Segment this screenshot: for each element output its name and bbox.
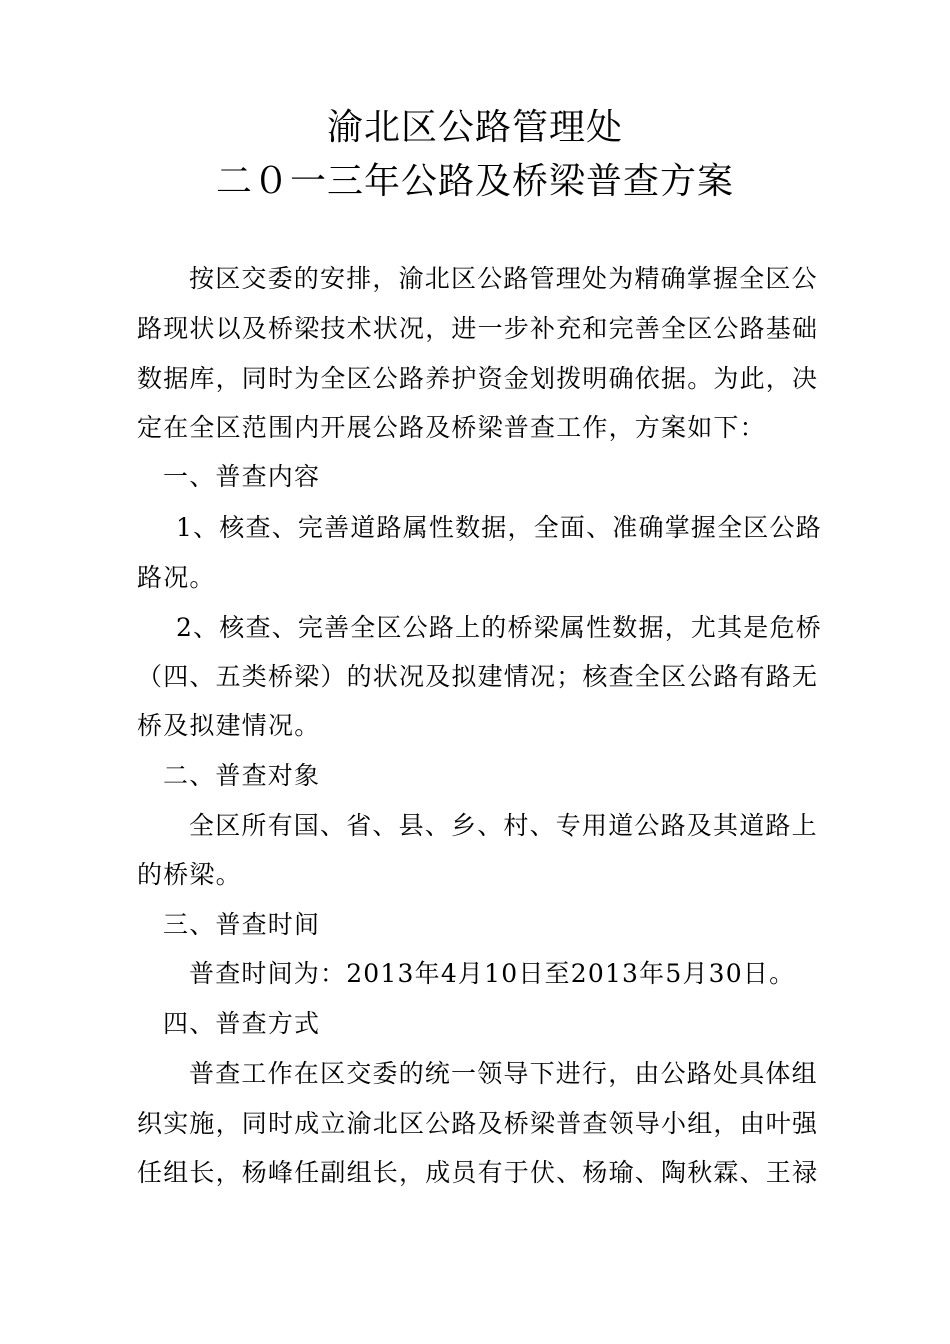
section2-body-line: 的桥梁。 — [137, 860, 242, 889]
intro-line: 按区交委的安排，渝北区公路管理处为精确掌握全区公 — [189, 264, 818, 293]
section-heading-target: 二、普查对象 — [163, 761, 321, 790]
section1-item2-line: 桥及拟建情况。 — [137, 711, 321, 740]
section4-body-line: 织实施，同时成立渝北区公路及桥梁普查领导小组，由叶强 — [137, 1109, 819, 1138]
intro-line: 定在全区范围内开展公路及桥梁普查工作，方案如下： — [137, 413, 766, 442]
intro-line: 数据库，同时为全区公路养护资金划拨明确依据。为此，决 — [137, 364, 819, 393]
document-title-line-2: 二０一三年公路及桥梁普查方案 — [215, 161, 734, 202]
section4-body-line: 任组长，杨峰任副组长，成员有于伏、杨瑜、陶秋霖、王禄 — [137, 1158, 819, 1187]
section-heading-method: 四、普查方式 — [163, 1009, 321, 1038]
section3-body: 普查时间为：2013年4月10日至2013年5月30日。 — [189, 959, 796, 988]
section2-body-line: 全区所有国、省、县、乡、村、专用道公路及其道路上 — [189, 811, 818, 840]
section1-item1-line: 路况。 — [137, 563, 216, 592]
section1-item1-line: 1、核查、完善道路属性数据，全面、准确掌握全区公路 — [176, 513, 822, 542]
section-heading-content: 一、普查内容 — [163, 462, 321, 491]
intro-line: 路现状以及桥梁技术状况，进一步补充和完善全区公路基础 — [137, 314, 819, 343]
section1-item2-line: （四、五类桥梁）的状况及拟建情况；核查全区公路有路无 — [137, 662, 819, 691]
section4-body-line: 普查工作在区交委的统一领导下进行，由公路处具体组 — [189, 1059, 818, 1088]
section-heading-time: 三、普查时间 — [163, 910, 321, 939]
section1-item2-line: 2、核查、完善全区公路上的桥梁属性数据，尤其是危桥 — [176, 613, 822, 642]
document-title-line-1: 渝北区公路管理处 — [326, 107, 623, 148]
